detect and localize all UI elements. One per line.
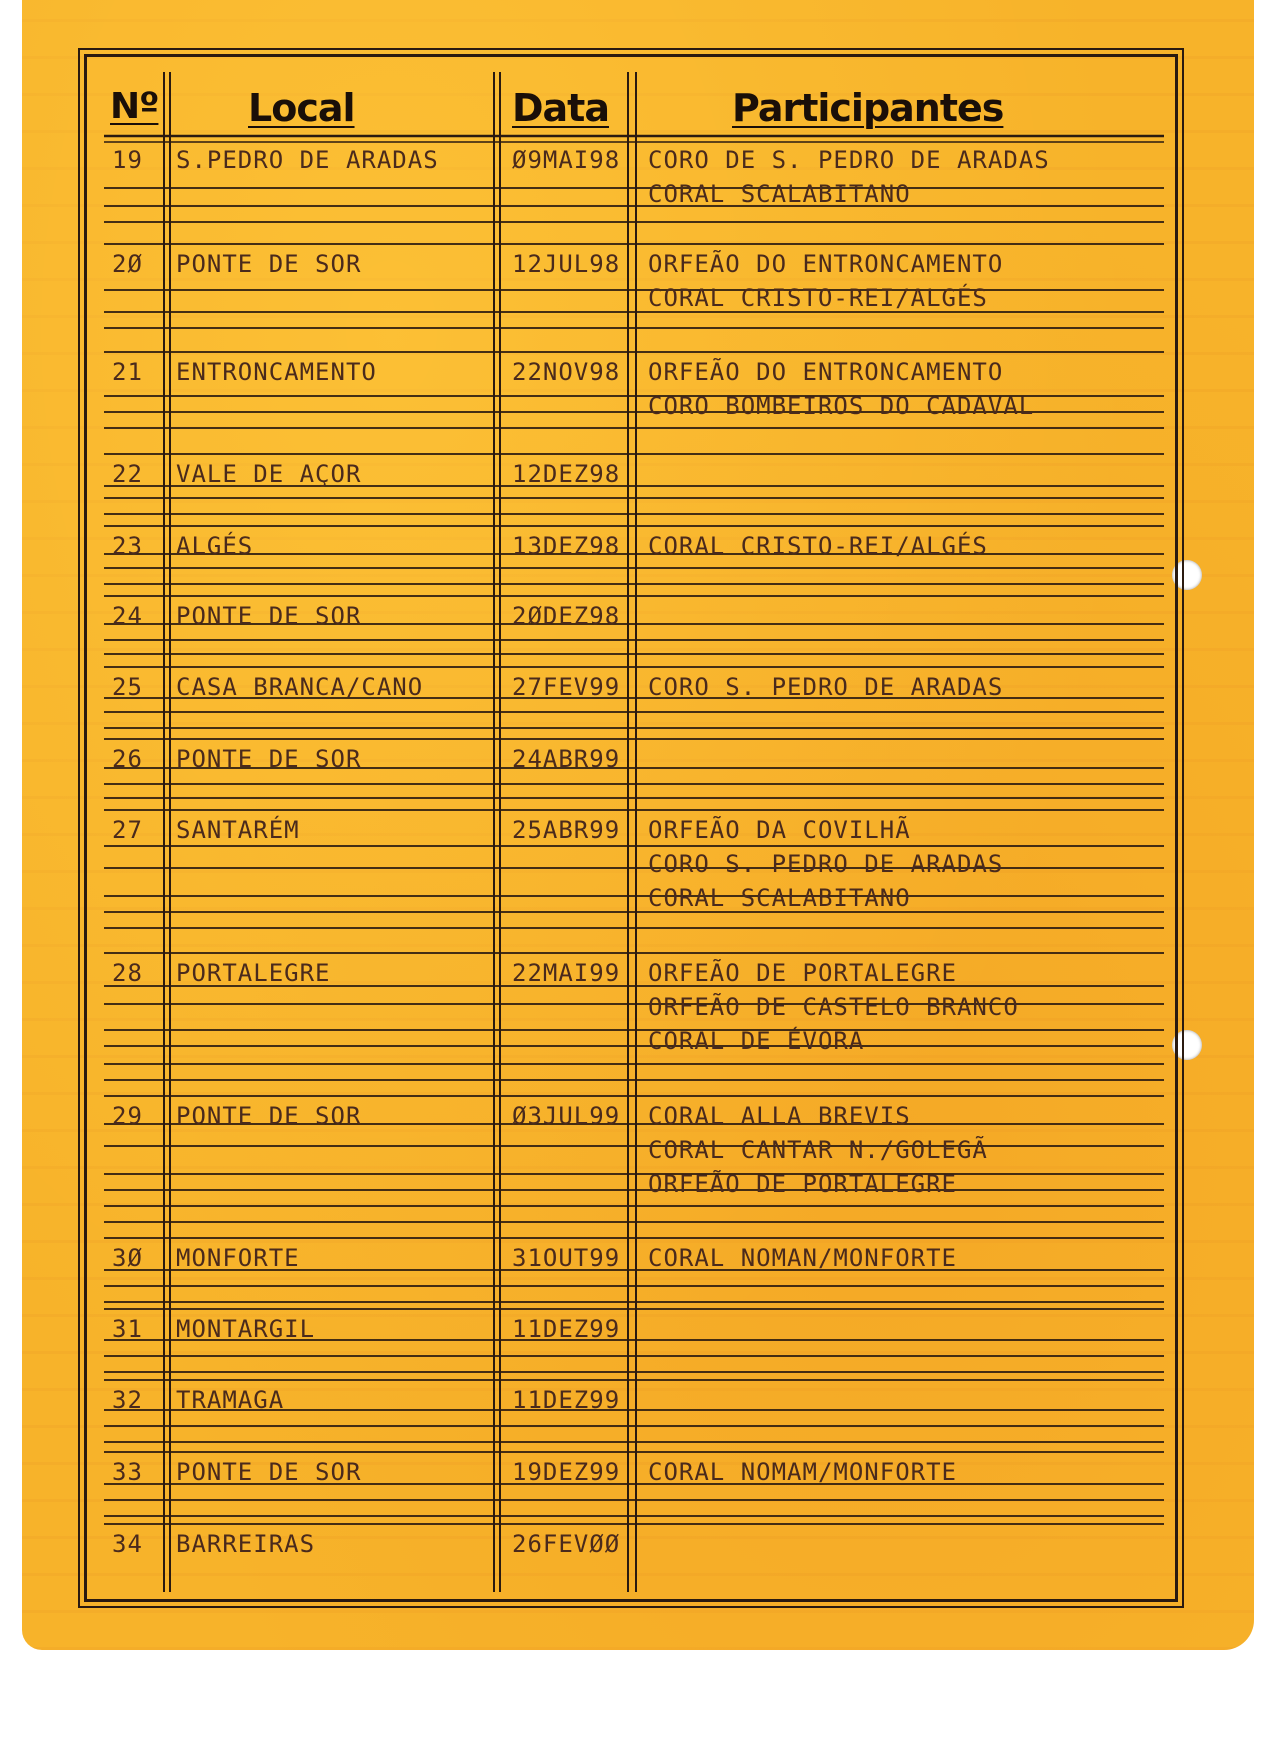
row-date: 2ØDEZ98 bbox=[512, 602, 621, 630]
row-local: ALGÉS bbox=[176, 532, 254, 560]
row-participant: ORFEÃO DE PORTALEGRE bbox=[648, 1170, 957, 1198]
row-local: PONTE DE SOR bbox=[176, 1102, 362, 1130]
row-participant: ORFEÃO DO ENTRONCAMENTO bbox=[648, 250, 1004, 278]
row-date: 25ABR99 bbox=[512, 816, 621, 844]
row-local: ENTRONCAMENTO bbox=[176, 358, 377, 386]
row-number: 27 bbox=[112, 816, 143, 844]
row-date: 27FEV99 bbox=[512, 673, 621, 701]
row-local: PONTE DE SOR bbox=[176, 745, 362, 773]
row-local: SANTARÉM bbox=[176, 816, 300, 844]
row-local: BARREIRAS bbox=[176, 1530, 316, 1558]
row-local: PONTE DE SOR bbox=[176, 250, 362, 278]
row-local: MONFORTE bbox=[176, 1244, 300, 1272]
header-participantes: Participantes bbox=[732, 86, 1004, 130]
row-participant: CORAL ALLA BREVIS bbox=[648, 1102, 911, 1130]
row-date: Ø9MAI98 bbox=[512, 146, 621, 174]
row-participant: CORAL SCALABITANO bbox=[648, 884, 911, 912]
row-local: CASA BRANCA/CANO bbox=[176, 673, 424, 701]
row-date: Ø3JUL99 bbox=[512, 1102, 621, 1130]
row-participant: CORAL CRISTO-REI/ALGÉS bbox=[648, 284, 988, 312]
row-number: 28 bbox=[112, 959, 143, 987]
row-date: 26FEVØØ bbox=[512, 1530, 621, 1558]
row-number: 24 bbox=[112, 602, 143, 630]
row-date: 19DEZ99 bbox=[512, 1458, 621, 1486]
row-number: 2Ø bbox=[112, 250, 143, 278]
row-number: 19 bbox=[112, 146, 143, 174]
row-local: S.PEDRO DE ARADAS bbox=[176, 146, 439, 174]
row-number: 33 bbox=[112, 1458, 143, 1486]
row-participant: CORO S. PEDRO DE ARADAS bbox=[648, 850, 1004, 878]
row-participant: CORO DE S. PEDRO DE ARADAS bbox=[648, 146, 1050, 174]
row-date: 22NOV98 bbox=[512, 358, 621, 386]
row-date: 12DEZ98 bbox=[512, 460, 621, 488]
row-number: 25 bbox=[112, 673, 143, 701]
header-data: Data bbox=[512, 86, 609, 130]
row-participant: ORFEÃO DE PORTALEGRE bbox=[648, 959, 957, 987]
row-participant: CORAL DE ÉVORA bbox=[648, 1027, 865, 1055]
row-participant: CORAL CANTAR N./GOLEGÃ bbox=[648, 1136, 988, 1164]
row-participant: ORFEÃO DA COVILHÃ bbox=[648, 816, 911, 844]
row-date: 22MAI99 bbox=[512, 959, 621, 987]
row-number: 32 bbox=[112, 1386, 143, 1414]
row-number: 31 bbox=[112, 1315, 143, 1343]
header-local: Local bbox=[248, 86, 355, 130]
row-participant: CORAL SCALABITANO bbox=[648, 180, 911, 208]
row-number: 21 bbox=[112, 358, 143, 386]
row-date: 31OUT99 bbox=[512, 1244, 621, 1272]
row-number: 22 bbox=[112, 460, 143, 488]
row-date: 11DEZ99 bbox=[512, 1315, 621, 1343]
row-number: 3Ø bbox=[112, 1244, 143, 1272]
row-date: 11DEZ99 bbox=[512, 1386, 621, 1414]
row-participant: CORAL NOMAN/MONFORTE bbox=[648, 1244, 957, 1272]
row-local: PONTE DE SOR bbox=[176, 1458, 362, 1486]
row-participant: CORAL CRISTO-REI/ALGÉS bbox=[648, 532, 988, 560]
row-local: MONTARGIL bbox=[176, 1315, 316, 1343]
row-participant: CORO BOMBEIROS DO CADAVAL bbox=[648, 392, 1035, 420]
row-participant: CORAL NOMAM/MONFORTE bbox=[648, 1458, 957, 1486]
row-number: 23 bbox=[112, 532, 143, 560]
row-participant: ORFEÃO DE CASTELO BRANCO bbox=[648, 993, 1019, 1021]
header-num: Nº bbox=[110, 86, 159, 127]
row-number: 29 bbox=[112, 1102, 143, 1130]
row-number: 26 bbox=[112, 745, 143, 773]
row-date: 13DEZ98 bbox=[512, 532, 621, 560]
row-local: PONTE DE SOR bbox=[176, 602, 362, 630]
row-participant: ORFEÃO DO ENTRONCAMENTO bbox=[648, 358, 1004, 386]
row-date: 24ABR99 bbox=[512, 745, 621, 773]
row-participant: CORO S. PEDRO DE ARADAS bbox=[648, 673, 1004, 701]
row-local: PORTALEGRE bbox=[176, 959, 331, 987]
row-number: 34 bbox=[112, 1530, 143, 1558]
row-local: TRAMAGA bbox=[176, 1386, 285, 1414]
row-local: VALE DE AÇOR bbox=[176, 460, 362, 488]
row-date: 12JUL98 bbox=[512, 250, 621, 278]
